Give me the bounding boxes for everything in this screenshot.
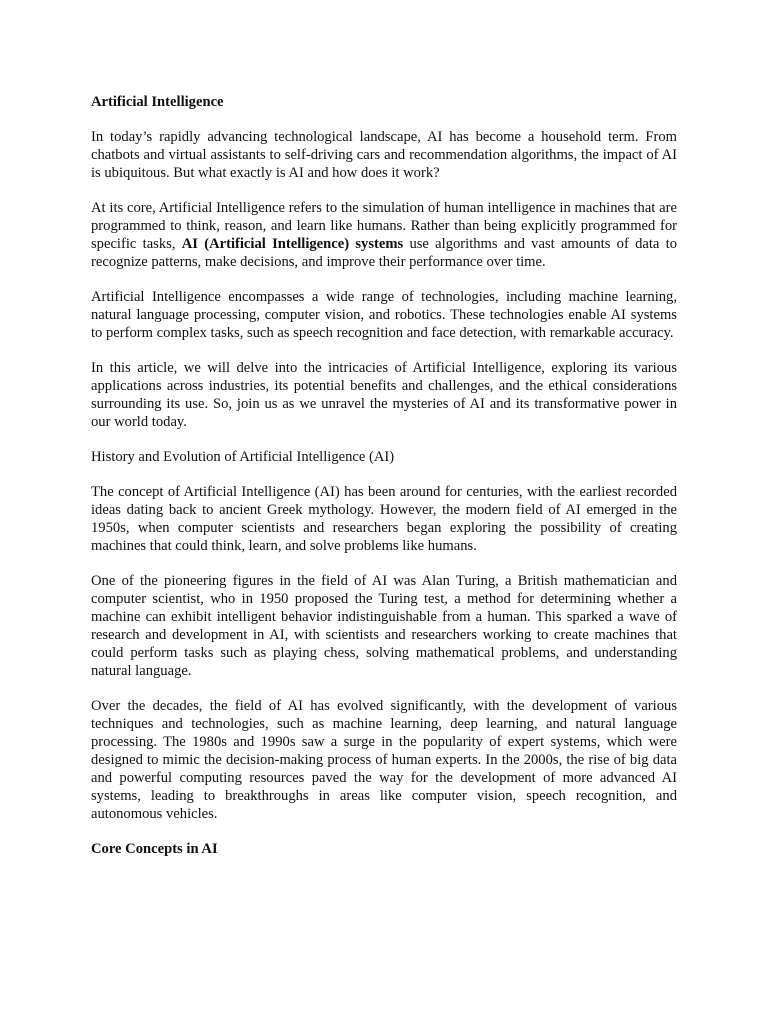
turing-paragraph: One of the pioneering figures in the field of AI was Alan Turing, a British mathematician and computer scientist, who in 1950 proposed the Turing test, a method for determining whether a machine can exhibit intelligent behavior indistinguishable from a human. This sparked a wave of research and development in AI, with scientists and researchers working to create machines that could perform tasks such as playing chess, solving mathematical problems, and understanding natural language. [91,573,677,679]
technologies-paragraph: Artificial Intelligence encompasses a wide range of technologies, including machine learning, natural language processing, computer vision, and robotics. These technologies enable AI systems to perform complex tasks, such as speech recognition and face detection, with remarkable accuracy. [91,289,677,341]
core-paragraph-text-start: At its core, Artificial Intelligence refers to the simulation of human intelligence in machines that are programmed to think, reason, and learn like humans. Rather than being explicitly programmed for specific tasks, [91,200,677,252]
concept-history-paragraph: The concept of Artificial Intelligence (AI) has been around for centuries, with the earliest recorded ideas dating back to ancient Greek mythology. However, the modern field of AI emerged in the 1950s, when computer scientists and researchers began exploring the possibility of creating machines that could think, learn, and solve problems like humans. [91,484,677,554]
core-definition-paragraph [91,199,677,271]
history-heading: History and Evolution of Artificial Intelligence (AI) [91,449,395,465]
intro-paragraph: In today’s rapidly advancing technological landscape, AI has become a household term. From chatbots and virtual assistants to self-driving cars and recommendation algorithms, the impact of AI is ubiquitous. But what exactly is AI and how does it work? [91,129,677,181]
article-overview-paragraph: In this article, we will delve into the intricacies of Artificial Intelligence, exploring its various applications across industries, its potential benefits and challenges, and the ethical considerations surrounding its use. So, join us as we unravel the mysteries of AI and its transformative power in our world today. [91,360,677,430]
core-concepts-heading: Core Concepts in AI [91,841,218,857]
document-page [91,93,677,875]
decades-evolution-paragraph: Over the decades, the field of AI has evolved significantly, with the development of various techniques and technologies, such as machine learning, deep learning, and natural language processing. The 1980s and 1990s saw a surge in the popularity of expert systems, which were designed to mimic the decision-making process of human experts. In the 2000s, the rise of big data and powerful computing resources paved the way for the development of more advanced AI systems, leading to breakthroughs in areas like computer vision, speech recognition, and autonomous vehicles. [91,698,677,822]
core-paragraph-text-end: use algorithms and vast amounts of data to recognize patterns, make decisions, and improve their performance over time. [91,236,678,270]
document-title: Artificial Intelligence [91,94,224,110]
core-paragraph-bold-term: AI (Artificial Intelligence) systems [181,236,404,252]
